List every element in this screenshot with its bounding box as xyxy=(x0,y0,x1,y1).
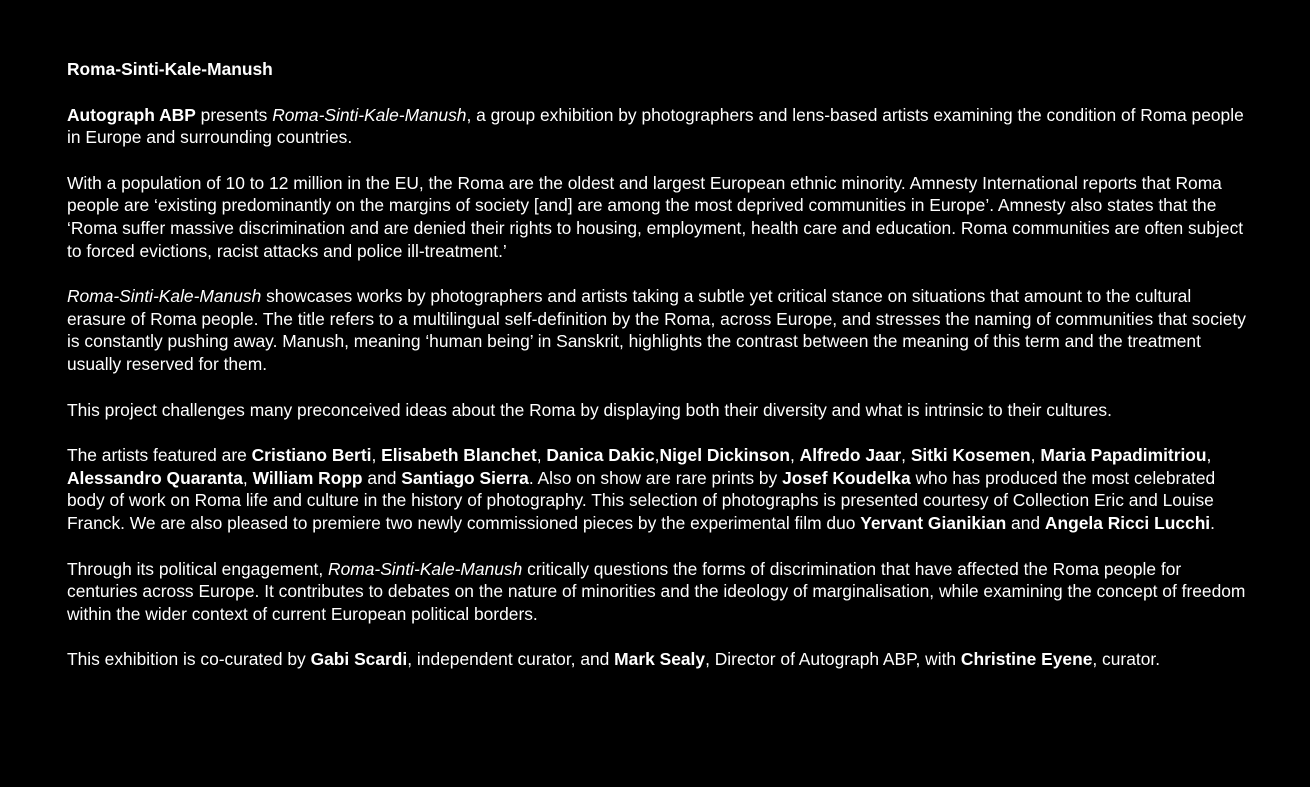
text-span: , xyxy=(536,445,547,466)
artist-name: Maria Papadimitriou xyxy=(1040,445,1207,466)
curator-name: Christine Eyene xyxy=(960,649,1093,670)
text-span: , xyxy=(1030,445,1041,466)
exhibition-title: Roma-Sinti-Kale-Manush xyxy=(272,104,467,125)
text-span: , independent curator, and xyxy=(407,649,615,670)
exhibition-title: Roma-Sinti-Kale-Manush xyxy=(67,286,262,307)
population-paragraph: With a population of 10 to 12 million in the EU, the Roma are the oldest and largest European ethnic minority. Amnesty International reports that Roma people are ‘existing predominantly on the margins of society [and] are among the most deprived communities in Europe’. Amnesty also states that the ‘Roma suffer massive discrimination and are denied their rights to housing, employment, health care and education. Roma communities are often subject to forced evictions, racist attacks and police ill-treatment.’ xyxy=(67,172,1244,261)
text-span: who has produced the most celebrated body of work on Roma life and culture in the history of photography. This selection of photographs is presented courtesy of Collection Eric and Louise Franck. We are also pleased to premiere two newly commissioned pieces by the experimental film duo xyxy=(67,467,1216,533)
artist-name: Danica Dakic xyxy=(546,445,655,466)
curator-name: Gabi Scardi xyxy=(310,649,408,670)
text-span: and xyxy=(362,467,402,488)
artist-name: Josef Koudelka xyxy=(782,467,911,488)
text-span: The artists featured are xyxy=(67,445,252,466)
showcase-paragraph xyxy=(67,285,1247,375)
text-span: . Also on show are rare prints by xyxy=(528,467,783,488)
artist-name: Nigel Dickinson xyxy=(659,445,790,466)
text-span: presents xyxy=(195,104,273,125)
text-span: , xyxy=(1206,445,1212,466)
artist-name: William Ropp xyxy=(252,467,363,488)
text-span: , Director of Autograph ABP, with xyxy=(705,649,961,670)
curator-name: Mark Sealy xyxy=(614,649,706,670)
artist-name: Yervant Gianikian xyxy=(860,512,1007,533)
challenges-paragraph: This project challenges many preconceived ideas about the Roma by displaying both their diversity and what is intrinsic to their cultures. xyxy=(67,399,1112,420)
press-release xyxy=(67,58,1247,694)
artist-name: Santiago Sierra xyxy=(401,467,529,488)
text-span: showcases works by photographers and artists taking a subtle yet critical stance on situations that amount to the cultural erasure of Roma people. The title refers to a multilingual self-definition by the Roma, across Europe, and stresses the naming of communities that society is constantly pushing away. Manush, meaning ‘human being’ in Sanskrit, highlights the contrast between the meaning of this term and the treatment usually reserved for them. xyxy=(67,286,1246,374)
text-span: , xyxy=(242,467,253,488)
org-name: Autograph ABP xyxy=(67,104,196,125)
document-title: Roma-Sinti-Kale-Manush xyxy=(67,59,273,79)
text-span: Through its political engagement, xyxy=(67,558,329,579)
artist-name: Elisabeth Blanchet xyxy=(381,445,537,466)
text-span: This exhibition is co-curated by xyxy=(67,649,311,670)
text-span: , a group exhibition by photographers and lens-based artists examining the condition of Roma people in Europe and surrounding countries. xyxy=(67,104,1244,148)
text-span: , xyxy=(654,445,660,466)
artist-name: Angela Ricci Lucchi xyxy=(1044,512,1211,533)
exhibition-title: Roma-Sinti-Kale-Manush xyxy=(328,558,523,579)
text-span: , xyxy=(901,445,911,466)
political-paragraph xyxy=(67,558,1247,626)
artist-name: Cristiano Berti xyxy=(251,445,372,466)
artist-name: Sitki Kosemen xyxy=(910,445,1031,466)
intro-paragraph xyxy=(67,104,1247,149)
artist-name: Alessandro Quaranta xyxy=(67,467,243,488)
curators-paragraph xyxy=(67,648,1247,671)
artist-name: Alfredo Jaar xyxy=(799,445,902,466)
text-span: and xyxy=(1006,512,1045,533)
text-span: , curator. xyxy=(1092,649,1161,670)
text-span: . xyxy=(1210,512,1215,533)
artists-paragraph xyxy=(67,444,1247,534)
text-span: , xyxy=(371,445,382,466)
text-span: critically questions the forms of discrimination that have affected the Roma people for centuries across Europe. It contributes to debates on the nature of minorities and the ideology of marginalisation, while examining the concept of freedom within the wider context of current European political borders. xyxy=(67,558,1246,624)
text-span: , xyxy=(789,445,800,466)
